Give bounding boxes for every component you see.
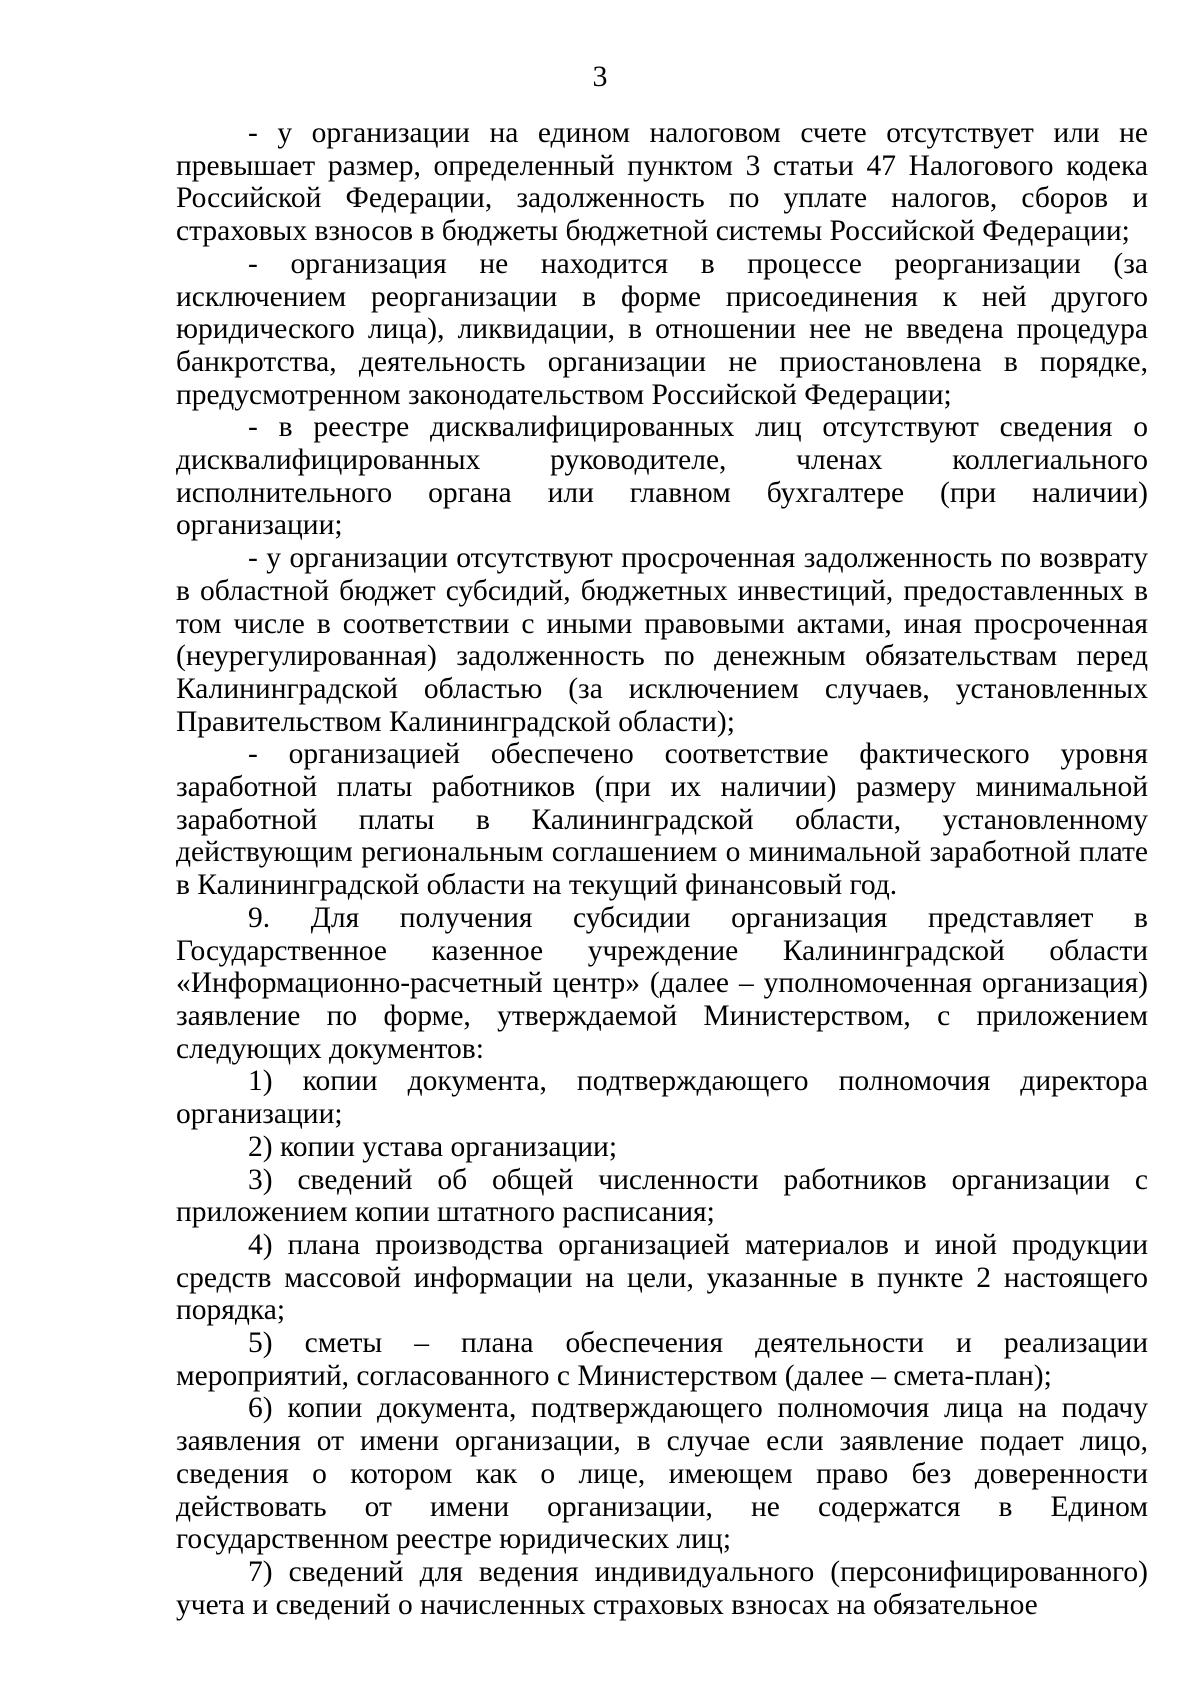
list-item-4: 4) плана производства организацией материалов и иной продукции средств массовой информации на цели, указанные в пункте 2 настоящего порядка; bbox=[176, 1228, 1148, 1327]
paragraph-reorganization: - организация не находится в процессе реорганизации (за исключением реорганизации в форме присоединения к ней другого юридического лица), ликвидации, в отношении нее не введена процедура банкротства, деятельность организации не приостановлена в порядке, предусмотренном законодательством Российской Федерации; bbox=[176, 247, 1148, 411]
page-number: 3 bbox=[592, 60, 608, 93]
list-item-5: 5) сметы – плана обеспечения деятельности и реализации мероприятий, согласованного с Министерством (далее – смета-план); bbox=[176, 1327, 1148, 1392]
paragraph-section-9: 9. Для получения субсидии организация представляет в Государственное казенное учреждение Калининградской области «Информационно-расчетный центр» (далее – уполномоченная организация) заявление по форме, утверждаемой Министерством, с приложением следующих документов: bbox=[176, 901, 1148, 1065]
paragraph-minimum-wage: - организацией обеспечено соответствие фактического уровня заработной платы работников (при их наличии) размеру минимальной заработной платы в Калининградской области, установленному действующим региональным соглашением о минимальной заработной плате в Калининградской области на текущий финансовый год. bbox=[176, 738, 1148, 902]
paragraph-tax-debt: - у организации на едином налоговом счете отсутствует или не превышает размер, определенный пунктом 3 статьи 47 Налогового кодека Российской Федерации, задолженность по уплате налогов, сборов и страховых взносов в бюджеты бюджетной системы Российской Федерации; bbox=[176, 117, 1148, 248]
list-item-3: 3) сведений об общей численности работников организации с приложением копии штатного расписания; bbox=[176, 1163, 1148, 1229]
list-item-1: 1) копии документа, подтверждающего полномочия директора организации; bbox=[176, 1065, 1148, 1131]
list-item-2: 2) копии устава организации; bbox=[248, 1130, 618, 1163]
paragraph-overdue-debt: - у организации отсутствуют просроченная задолженность по возврату в областной бюджет субсидий, бюджетных инвестиций, предоставленных в том числе в соответствии с иными правовыми актами, иная просроченная (неурегулированная) задолженность по денежным обязательствам перед Калининградской областью (за исключением случаев, установленных Правительством Калининградской области); bbox=[176, 542, 1148, 738]
paragraph-disqualified-persons: - в реестре дисквалифицированных лиц отсутствуют сведения о дисквалифицированных руководителе, членах коллегиального исполнительного органа или главном бухгалтере (при наличии) организации; bbox=[176, 411, 1148, 542]
list-item-6: 6) копии документа, подтверждающего полномочия лица на подачу заявления от имени организации, в случае если заявление подает лицо, сведения о котором как о лице, имеющем право без доверенности действовать от имени организации, не содержатся в Едином государственном реестре юридических лиц; bbox=[176, 1392, 1148, 1556]
list-item-7: 7) сведений для ведения индивидуального (персонифицированного) учета и сведений о начисленных страховых взносах на обязательное bbox=[176, 1555, 1148, 1621]
document-body bbox=[176, 117, 1148, 1621]
